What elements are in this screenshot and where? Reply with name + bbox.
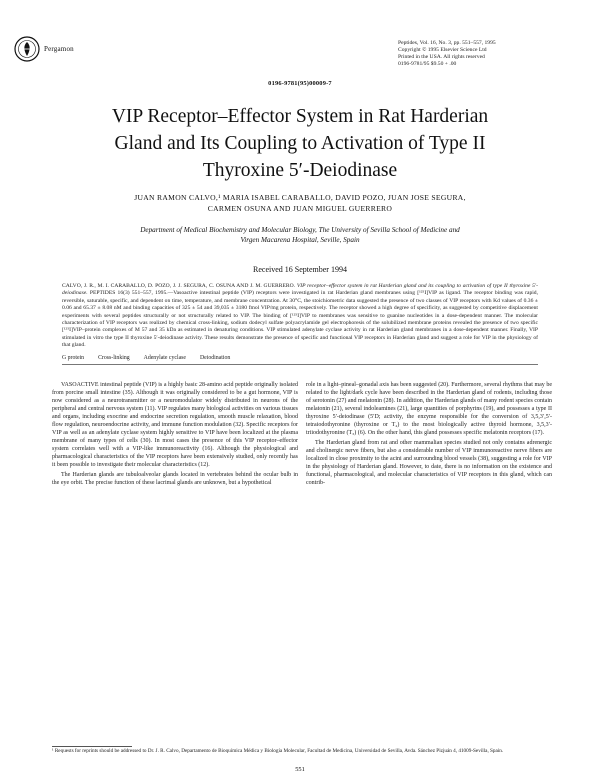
- publisher-block: [14, 36, 74, 62]
- title-line: Gland and Its Coupling to Activation of Type II: [114, 133, 486, 154]
- journal-line: Peptides, Vol. 16, No. 3, pp. 551–557, 1995: [398, 40, 496, 46]
- footnote-divider: [52, 746, 132, 747]
- keywords: [62, 355, 538, 361]
- body-column-right: [306, 381, 552, 489]
- publisher-name: Pergamon: [44, 45, 74, 53]
- keyword: G protein: [62, 355, 85, 361]
- keywords-divider: [62, 364, 538, 365]
- keyword: Adenylate cyclase: [143, 355, 186, 361]
- keyword: Cross-linking: [98, 355, 130, 361]
- body-paragraph: The Harderian gland from rat and other mammalian species studied not only contains adrenergic and cholinergic nerve fibers, but also a considerable number of VIP immunoreactive nerve fibers are localized in close proximity to the acini and surrounding blood vessels (38), suggesting a role for VIP in the physiology of Harderian gland. However, to date, there is no information on the existence and functional, pharmacological, and molecular characteristics of VIP receptors in this gland, which can contrib-: [306, 440, 552, 486]
- document-id: 0196-9781(95)00009-7: [268, 80, 332, 87]
- body-paragraph: VASOACTIVE intestinal peptide (VIP) is a highly basic 28-amino acid peptide originally isolated from porcine small intestine (35). Although it was originally considered to be a gut hormone, VIP is now considered as a neurotransmitter or a neuromodulator widely distributed in neurons of the peripheral and central nervous system (11). VIP regulates many biological activities on various tissues and organs, including exocrine and endocrine secretion regulation, smooth muscle relaxation, blood flow regulation, neuroendocrine activity, and immune function modulation (32). Specific receptors for VIP as well as an adenylate cyclase system highly sensitive to VIP have been localized at the plasma membrane of many types of cells (30). In most cases the presence of this VIP receptor–effector system correlates well with a VIP-like immunoreactivity (16). Although the physiological and pharmacological characteristics of the VIP receptors have been extensively studied, only recently has it been possible to investigate their molecular characteristics (12).: [52, 382, 298, 468]
- body-paragraph: The Harderian glands are tubuloalveolar glands located in vertebrates behind the ocular bulb in the eye orbit. The precise function of these lacrimal glands are unknown, but a hypothetical: [52, 472, 298, 486]
- abstract-citation: CALVO, J. R., M. I. CARABALLO, D. POZO, J. J. SEGURA, C. OSUNA AND J. M. GUERRERO.: [62, 283, 296, 289]
- title-line: VIP Receptor–Effector System in Rat Harderian: [111, 106, 489, 127]
- abstract-text: Vasoactive intestinal peptide (VIP) receptors were investigated in rat Harderian gland membranes using [¹²⁵I]VIP as ligand. The receptor binding was rapid, reversible, saturable, specific, and dependent on time, temperature, and membrane concentration. At 30°C, the stoichiometric data suggested the presence of two classes of VIP receptors with Kd values of 0.36 ± 0.06 and 65.37 ± 8.08 nM and binding capacities of 325 ± 54 and 39,035 ± 3180 fmol VIP/mg protein, respectively. The receptor showed a high degree of specificity, as suggested by competitive displacement experiments with several peptides structurally or not structurally related to VIP. The binding of [¹²⁵I]VIP to membranes was sensitive to guanine nucleotides in a dose-dependent manner. The molecular characterization of VIP receptors was realized by chemical cross-linking, sodium dodecyl sulfate polyacrylamide gel electrophoresis of the solubilized membrane proteins revealed the presence of two specific [¹²⁵I]VIP–protein complexes of M 57 and 35 kDa as estimated in denaturing conditions. VIP stimulated adenylate cyclase activity in rat Harderian gland membranes in a dose-dependent manner. Finally, VIP stimulated in vitro the type II thyroxine 5′-deiodinase activity. These results demonstrate the presence of specific and functional VIP receptors in Harderian gland and suggest a role for VIP in the physiology of that gland.: [62, 290, 538, 349]
- authors-line: JUAN RAMON CALVO,¹ MARIA ISABEL CARABALLO, DAVID POZO, JUAN JOSE SEGURA,: [134, 193, 466, 202]
- keyword: Deiodination: [199, 355, 231, 361]
- journal-line: Copyright © 1995 Elsevier Science Ltd: [398, 47, 487, 53]
- journal-info: [398, 40, 548, 68]
- abstract-citation-title: VIP receptor–effector system in rat Harderian gland and its coupling to activation of type II thyroxine 5′-deiodinase.: [62, 283, 538, 297]
- page-number: 551: [295, 766, 305, 773]
- abstract: [62, 283, 538, 350]
- body-column-left: [52, 381, 298, 489]
- title-line: Thyroxine 5′-Deiodinase: [202, 160, 398, 181]
- affiliation-line: Virgen Macarena Hospital, Seville, Spain: [240, 236, 360, 244]
- publisher-logo-icon: [14, 36, 40, 62]
- affiliation-line: Department of Medical Biochemistry and Molecular Biology, The University of Sevilla School of Medicine and: [140, 226, 460, 234]
- journal-line: 0196-9781/95 $9.50 + .00: [398, 61, 457, 67]
- paper-title: [40, 103, 560, 184]
- footnote: ¹ Requests for reprints should be addressed to Dr. J. R. Calvo, Departamento de Bioquímica Médica y Biología Molecular, Facultad de Medicina, Universidad de Sevilla, Avda. Sánchez Pizjuán 4, 41009-Sevilla, Spain.: [52, 748, 504, 754]
- journal-line: Printed in the USA. All rights reserved: [398, 54, 485, 60]
- body-paragraph: role in a light–pineal–gonadal axis has been suggested (20). Furthermore, several rhythms that may be related to the light/dark cycle have been described in the Harderian gland of rodents, including those of serotonin (27) and melatonin (28). In addition, the Harderian glands of many rodent species contain melatonin (21), several indoleamines (21), large quantities of porphyrins (19), and possesses a type II thyroxine 5′-deiodinase (5′D; activity, the enzyme responsible for the conversion of 3,5,3′,5′-tetraiodothyronine (thyroxine or T₄) to the most biologically active thyroid hormone, 3,5,3′-triiodothyronine (T₃) (6). On the other hand, this gland possesses specific melatonin receptors (17).: [306, 382, 552, 436]
- authors-line: CARMEN OSUNA AND JUAN MIGUEL GUERRERO: [207, 204, 393, 213]
- affiliation: [60, 225, 540, 245]
- abstract-citation-ref: PEPTIDES 16(3) 551–557, 1995.—: [89, 290, 174, 297]
- received-date: Received 16 September 1994: [253, 265, 347, 274]
- author-list: [40, 192, 560, 214]
